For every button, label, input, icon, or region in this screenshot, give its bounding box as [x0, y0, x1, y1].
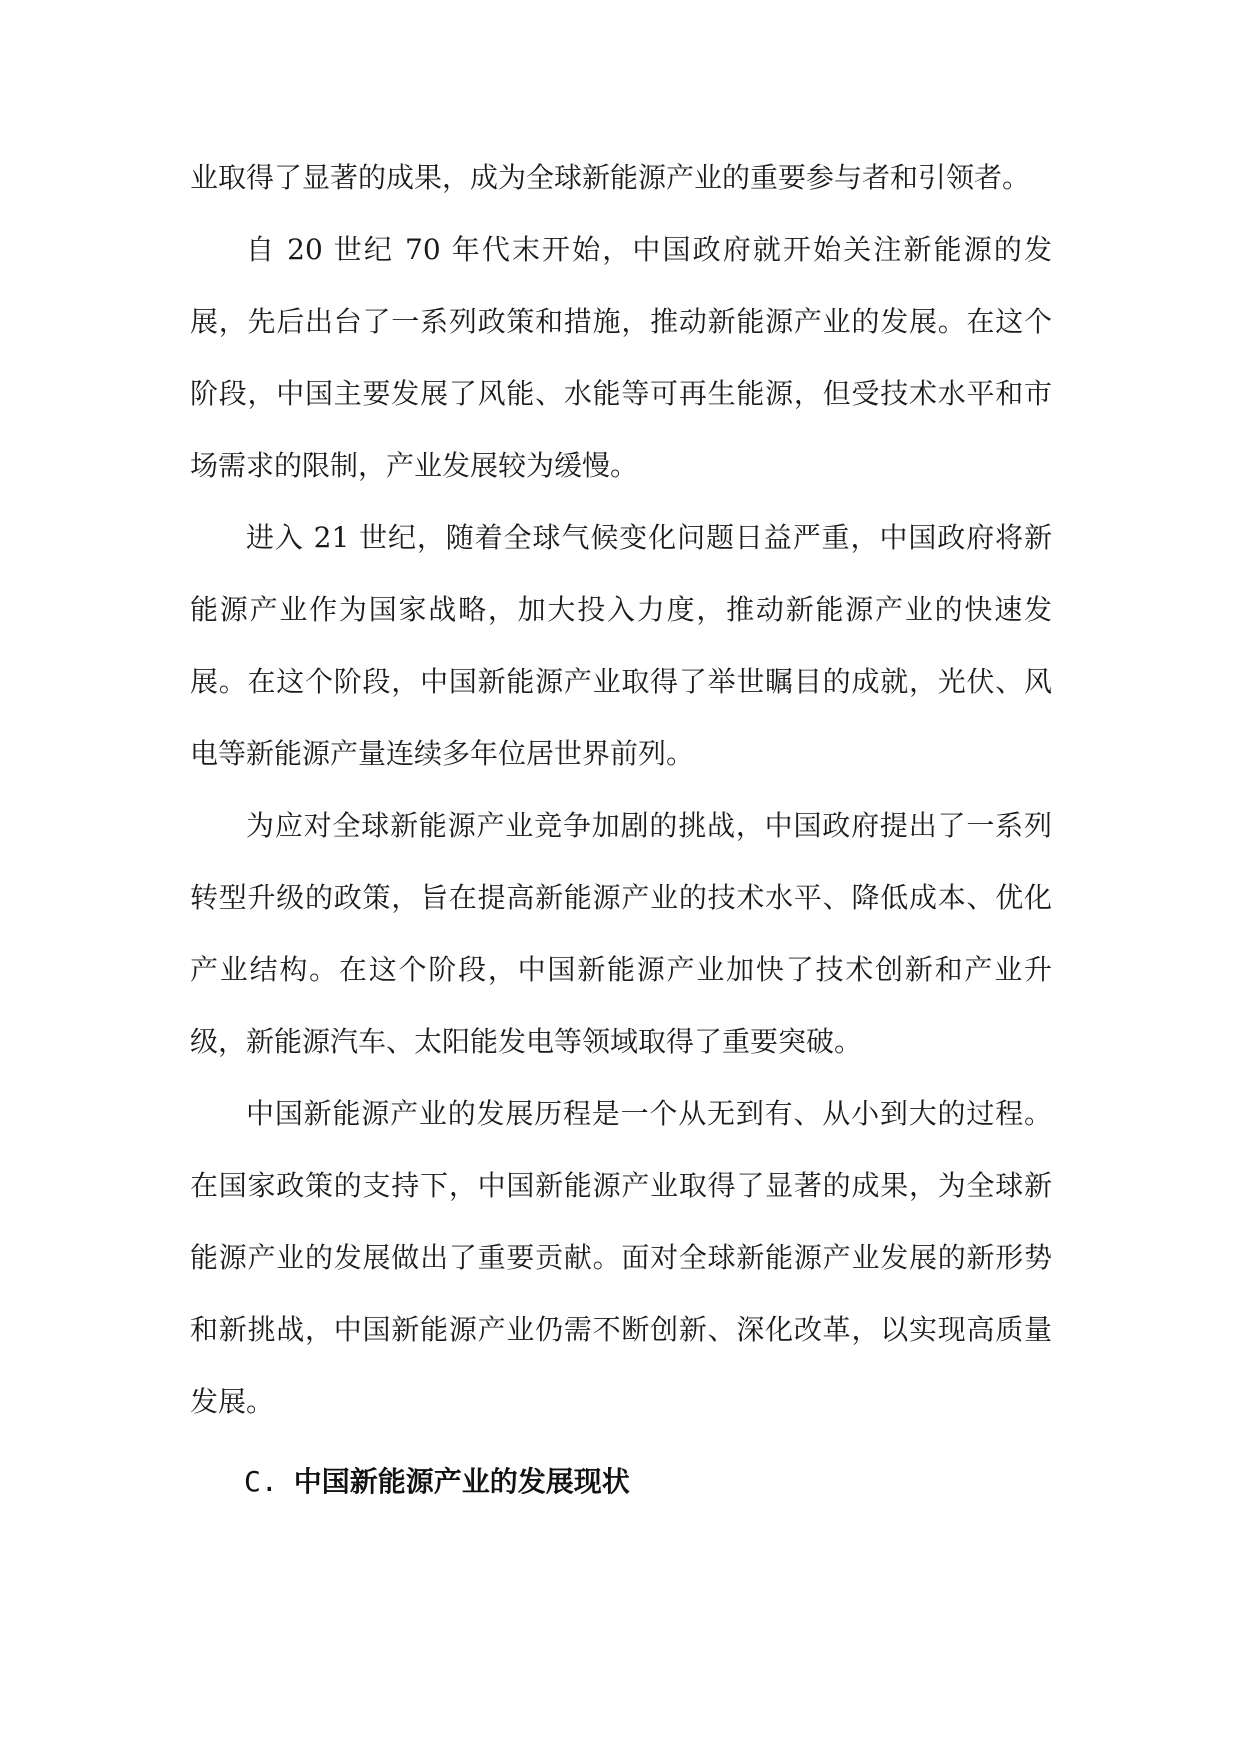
paragraph-4: 为应对全球新能源产业竞争加剧的挑战，中国政府提出了一系列转型升级的政策，旨在提高新能源产业的技术水平、降低成本、优化产业结构。在这个阶段，中国新能源产业加快了技术创新和产业升级，新能源汽车、太阳能发电等领域取得了重要突破。: [190, 809, 1052, 1058]
paragraph-5: 中国新能源产业的发展历程是一个从无到有、从小到大的过程。在国家政策的支持下，中国新能源产业取得了显著的成果，为全球新能源产业的发展做出了重要贡献。面对全球新能源产业发展的新形势和新挑战，中国新能源产业仍需不断创新、深化改革，以实现高质量发展。: [190, 1097, 1052, 1418]
body-text: [190, 142, 1052, 1438]
paragraph-2: 自 20 世纪 70 年代末开始，中国政府就开始关注新能源的发展，先后出台了一系列政策和措施，推动新能源产业的发展。在这个阶段，中国主要发展了风能、水能等可再生能源，但受技术水平和市场需求的限制，产业发展较为缓慢。: [190, 233, 1052, 482]
section-heading: [244, 1454, 630, 1510]
section-number: C.: [244, 1465, 278, 1498]
paragraph-1: 业取得了显著的成果，成为全球新能源产业的重要参与者和引领者。: [190, 161, 1031, 194]
paragraph-3: 进入 21 世纪，随着全球气候变化问题日益严重，中国政府将新能源产业作为国家战略，加大投入力度，推动新能源产业的快速发展。在这个阶段，中国新能源产业取得了举世瞩目的成就，光伏、风电等新能源产量连续多年位居世界前列。: [190, 521, 1052, 770]
section-title: 中国新能源产业的发展现状: [293, 1465, 630, 1498]
